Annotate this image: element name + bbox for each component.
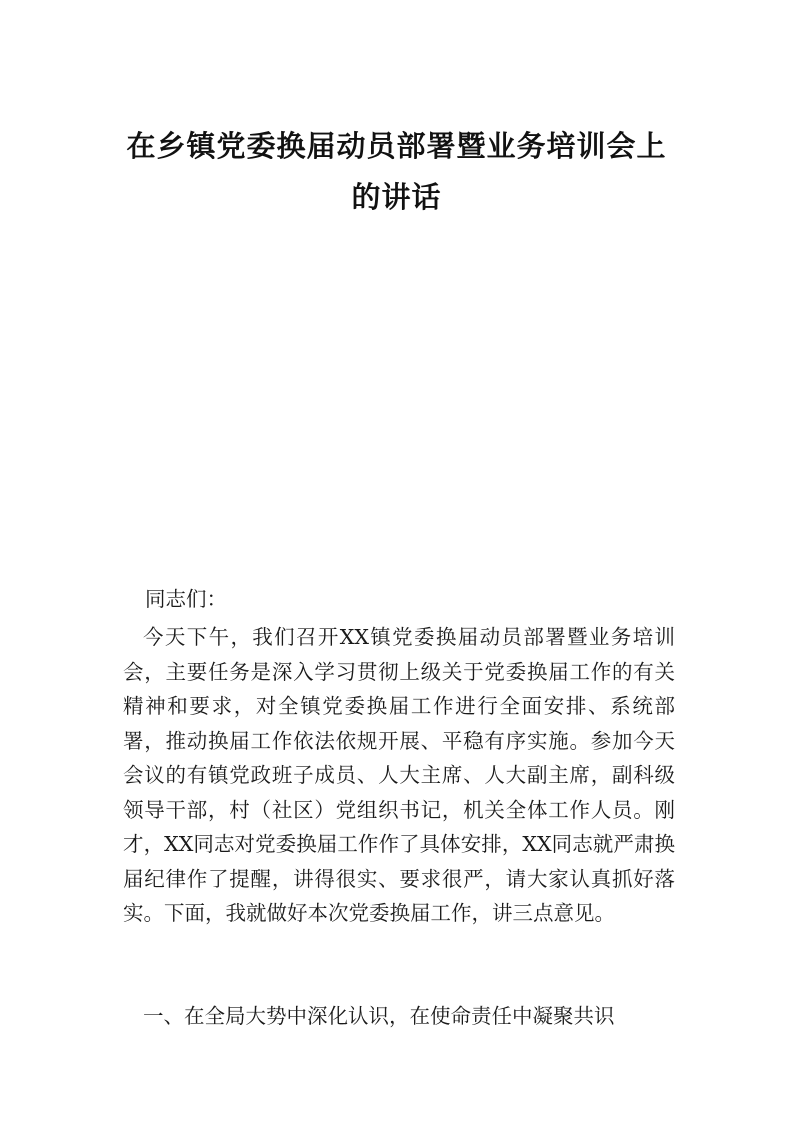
section-heading-1: 一、在全局大势中深化认识，在使命责任中凝聚共识 <box>143 1004 615 1028</box>
salutation: 同志们： <box>145 587 227 611</box>
document-title-line-2: 的讲话 <box>351 180 442 214</box>
opening-paragraph: 今天下午，我们召开XX镇党委换届动员部署暨业务培训会，主要任务是深入学习贯彻上级关于党委换届工作的有关精神和要求，对全镇党委换届工作进行全面安排、系统部署，推动换届工作依法依规开展、平稳有序实施。参加今天会议的有镇党政班子成员、人大主席、人大副主席，副科级领导干部，村（社区）党组织书记，机关全体工作人员。刚才，XX同志对党委换届工作作了具体安排，XX同志就严肃换届纪律作了提醒，讲得很实、要求很严，请大家认真抓好落实。下面，我就做好本次党委换届工作，讲三点意见。 <box>123 625 675 925</box>
document-title-line-1: 在乡镇党委换届动员部署暨业务培训会上 <box>126 129 667 163</box>
